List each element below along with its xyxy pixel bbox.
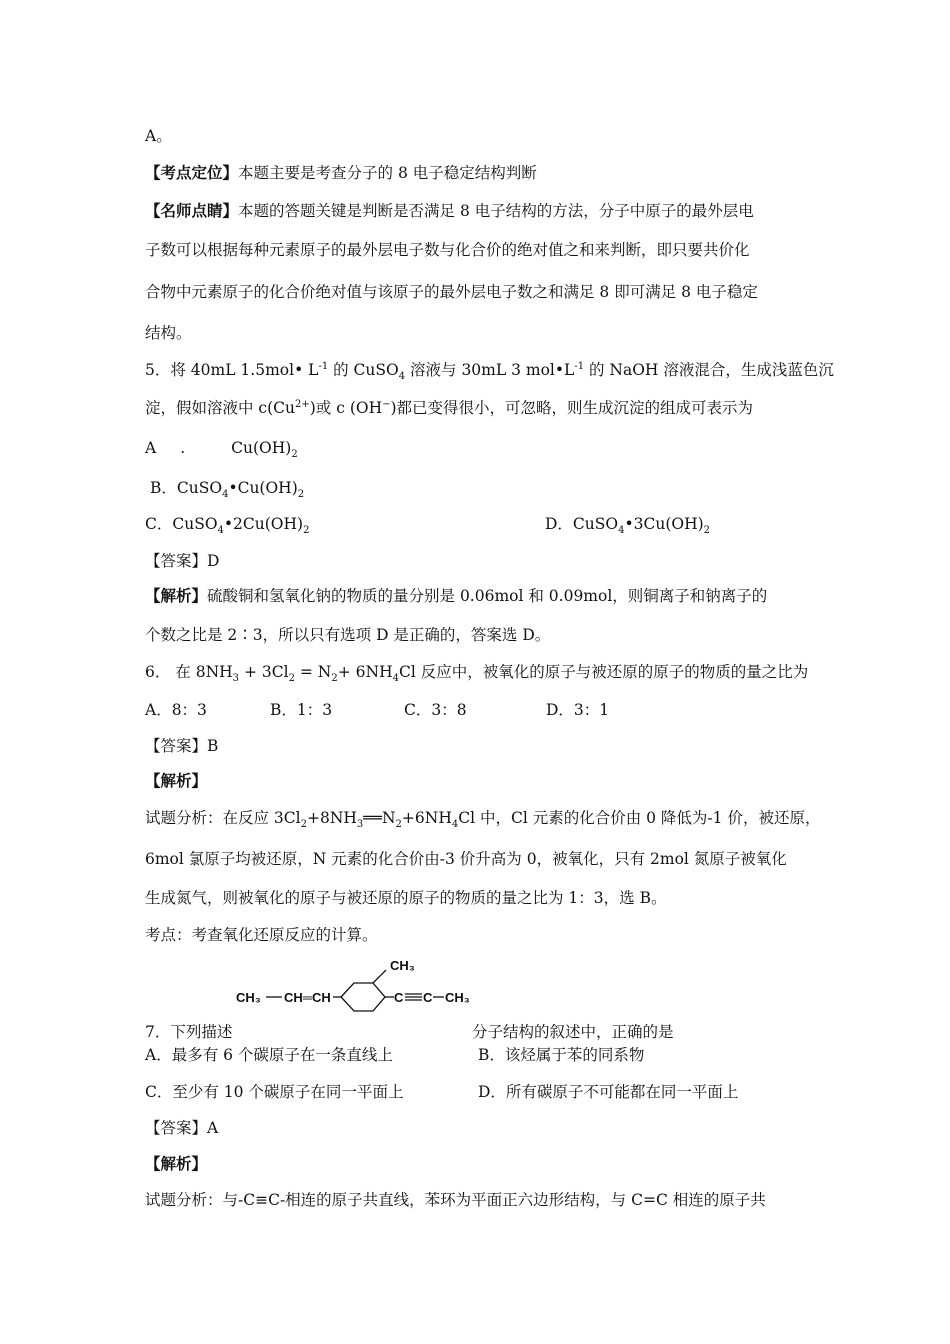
q7-option-b: B．该烃属于苯的同系物 [478,1046,645,1064]
q5-explanation-line-1: 【解析】硫酸铜和氢氧化钠的物质的量分别是 0.06mol 和 0.09mol，则铜离子和钠离子的 [145,586,768,605]
mol-ch-ch: CH═CH [284,990,331,1005]
q7-option-a: A．最多有 6 个碳原子在一条直线上 [145,1046,393,1064]
teacher-note-line-2: 子数可以根据每种元素原子的最外层电子数与化合价的绝对值之和来判断，即只要共价化 [145,241,750,259]
q6-explanation-tag: 【解析】 [145,771,208,790]
q5-option-a: A . $Cu(OH)_2$ [145,439,298,461]
teacher-note-tag: 【名师点睛】 [145,201,239,220]
q6-option-a: A．8：3 [145,701,207,719]
q6-option-d: D．3：1 [546,701,610,719]
q7-answer: 【答案】A [145,1119,219,1137]
exam-point-line [145,163,537,183]
q7-option-c: C．至少有 10 个碳原子在同一平面上 [145,1083,404,1101]
exam-point-tag: 【考点定位】 [145,163,239,182]
q7-explanation-tag: 【解析】 [145,1154,208,1173]
svg-text:C: C [394,990,404,1005]
mol-benzene-ring [341,983,385,1011]
q6-stem: 6． 在 $8NH_3 + 3Cl_2 = N_2+ 6NH_4Cl$ 反应中，被氧化的原子与被还原的原子的物质的量之比为 [145,663,809,685]
mol-ch3-left: CH₃ [236,990,261,1005]
q6-option-c: C．3：8 [404,701,467,719]
mol-bond-methyl [373,970,386,983]
q5-stem-line-1: 5．将 40mL 1.5mol• $L^{-1}$ 的 CuSO$_4$ 溶液与 30mL 3 $mol•L^{-1}$ 的 NaOH 溶液混合，生成浅蓝色沉 [145,360,834,383]
teacher-note-line-4: 结构。 [145,324,192,342]
teacher-note-line-1 [145,201,754,221]
exam-point-text: 本题主要是考查分子的 8 电子稳定结构判断 [238,164,537,182]
q6-analysis-line-1: 试题分析：在反应 $3Cl_2+8NH_3══N_2+6NH_4Cl$ 中，Cl 元素的化合价由 0 降低为-1 价，被还原， [145,809,821,831]
teacher-note-text: 本题的答题关键是判断是否满足 8 电子结构的方法，分子中原子的最外层电 [238,202,754,220]
q7-analysis-line-1: 试题分析：与-C≡C-相连的原子共直线，苯环为平面正六边形结构，与 C=C 相连的原子共 [145,1191,766,1209]
answer-fragment: A。 [145,127,172,145]
q5-explanation-line-2: 个数之比是 2∶3，所以只有选项 D 是正确的，答案选 D。 [145,626,551,644]
q6-analysis-line-2: 6mol 氯原子均被还原，N 元素的化合价由-3 价升高为 0，被氧化，只有 2mol 氮原子被氧化 [145,850,787,868]
q5-stem-line-2: 淀，假如溶液中 $c(Cu^{2+})$或 c (OH−)都已变得很小，可忽略，则生成沉淀的组成可表示为 [145,398,754,417]
q5-option-d: D．$CuSO_4•3Cu(OH)_2$ [545,515,711,537]
q5-option-b: B．$CuSO_4•Cu(OH)_2$ [150,479,305,501]
q7-stem-suffix: 分子结构的叙述中，正确的是 [472,1023,674,1041]
q7-stem-prefix: 7．下列描述 [145,1023,233,1041]
mol-ch3-right: CH₃ [445,990,470,1005]
q7-option-d: D．所有碳原子不可能都在同一平面上 [478,1083,739,1101]
q6-analysis-line-4: 考点：考查氧化还原反应的计算。 [145,926,378,944]
q6-answer: 【答案】B [145,737,219,755]
teacher-note-line-3: 合物中元素原子的化合价绝对值与该原子的最外层电子数之和满足 8 即可满足 8 电子稳定 [145,283,758,301]
molecule-structure-diagram [236,952,472,1032]
q5-option-c: C．$CuSO_4•2Cu(OH)_2$ [145,515,310,537]
svg-text:C: C [423,990,433,1005]
q6-option-b: B．1：3 [270,701,333,719]
q6-analysis-line-3: 生成氮气，则被氧化的原子与被还原的原子的物质的量之比为 1：3，选 B。 [145,889,667,907]
mol-ch3-top: CH₃ [390,958,415,973]
q5-answer: 【答案】D [145,552,220,570]
